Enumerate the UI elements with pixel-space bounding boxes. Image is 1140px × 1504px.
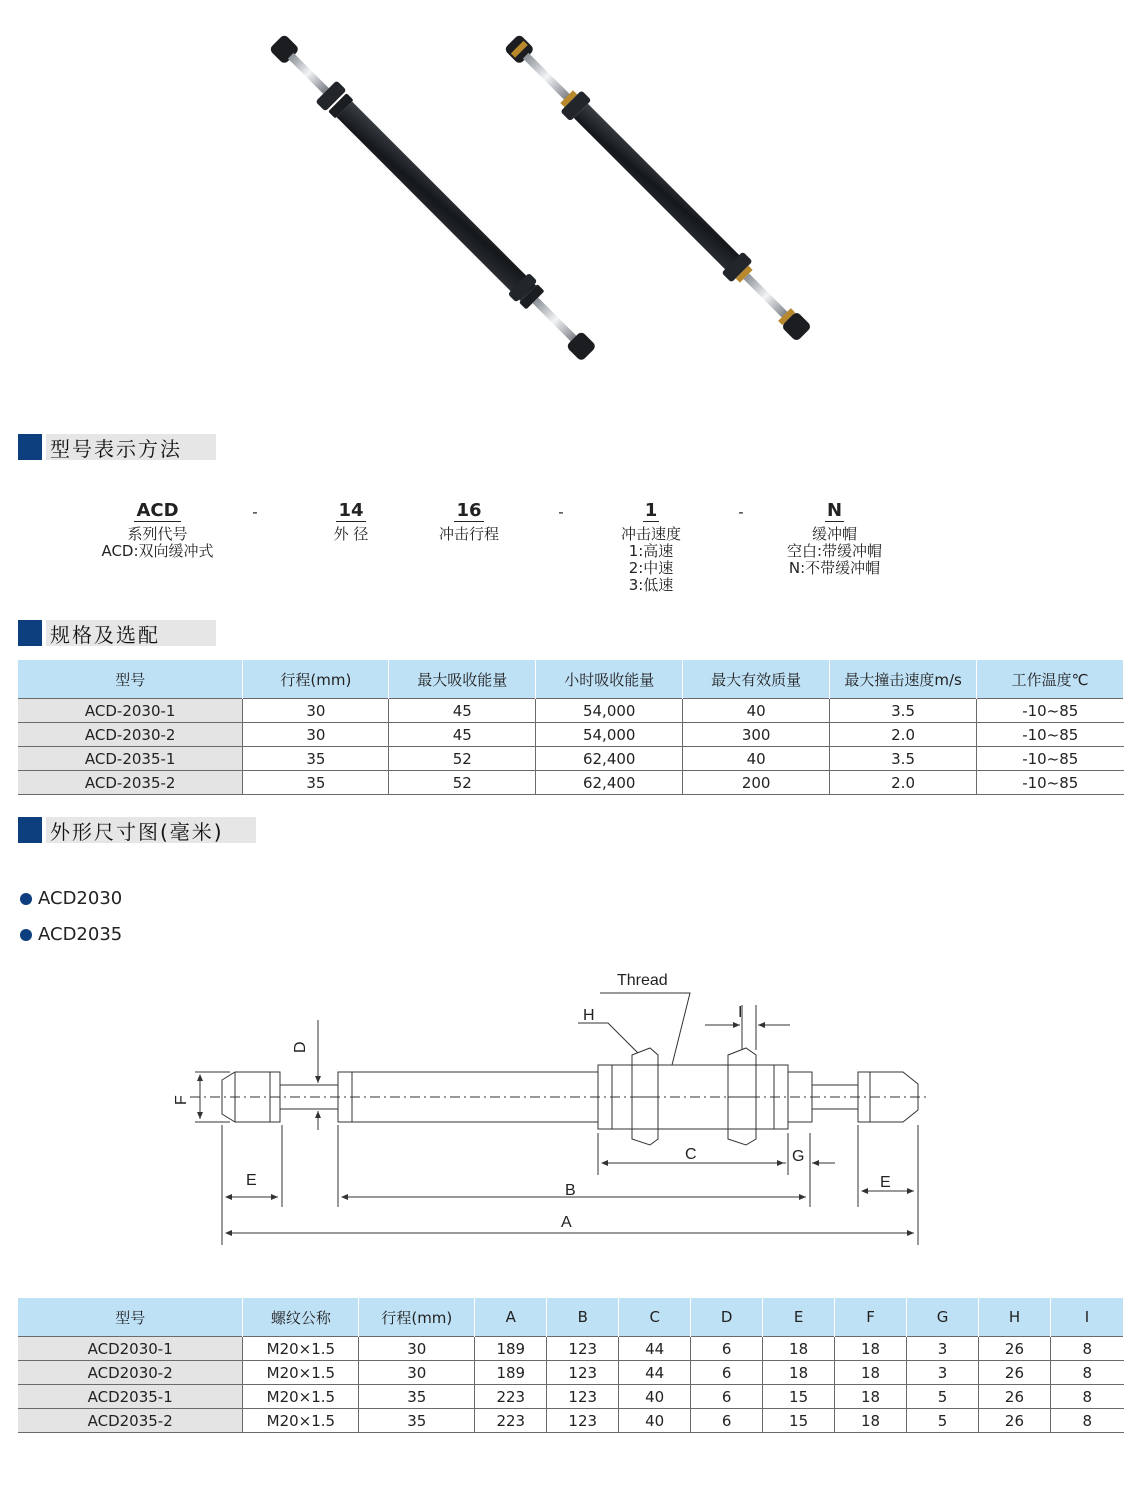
dim-header-cell: 行程(mm)	[359, 1298, 475, 1337]
table-cell: 8	[1050, 1385, 1123, 1409]
table-cell: 18	[835, 1409, 907, 1433]
table-cell: 44	[619, 1337, 691, 1361]
cell-model: ACD-2035-2	[18, 771, 243, 795]
table-cell: 18	[835, 1361, 907, 1385]
label-E-left: E	[246, 1172, 257, 1189]
model-bullet-2030	[20, 888, 122, 909]
table-cell: 44	[619, 1361, 691, 1385]
label-H: H	[583, 1007, 595, 1024]
table-cell: 3.5	[830, 747, 977, 771]
table-cell: 26	[978, 1385, 1050, 1409]
spec-header-cell: 型号	[18, 660, 243, 699]
table-cell: 300	[683, 723, 830, 747]
table-cell: 18	[835, 1337, 907, 1361]
label-I: I	[738, 1004, 743, 1021]
table-cell: 123	[547, 1385, 619, 1409]
model-code-speed	[608, 502, 694, 594]
model-code-diameter	[315, 502, 387, 543]
table-cell: 54,000	[536, 699, 683, 723]
cell-model: ACD-2030-1	[18, 699, 243, 723]
table-cell: 223	[475, 1409, 547, 1433]
code-cap: N	[826, 500, 843, 521]
table-cell: 35	[359, 1385, 475, 1409]
label-G: G	[792, 1148, 805, 1165]
dim-header-cell: A	[475, 1298, 547, 1337]
section-title: 型号表示方法	[46, 434, 216, 460]
table-cell: M20×1.5	[243, 1337, 359, 1361]
table-cell: M20×1.5	[243, 1385, 359, 1409]
table-cell: 52	[389, 747, 536, 771]
spec-header-cell: 行程(mm)	[243, 660, 389, 699]
cell-model: ACD-2035-1	[18, 747, 243, 771]
table-cell: -10~85	[977, 723, 1124, 747]
table-row	[18, 1409, 1124, 1433]
bullet-dot	[20, 929, 32, 941]
table-cell: 3.5	[830, 699, 977, 723]
table-cell: 26	[978, 1409, 1050, 1433]
dim-header-cell: 螺纹公称	[243, 1298, 359, 1337]
cell-model: ACD2035-1	[18, 1385, 243, 1409]
table-row	[18, 1337, 1124, 1361]
table-cell: M20×1.5	[243, 1361, 359, 1385]
label-thread: Thread	[617, 972, 668, 989]
dimension-drawing	[160, 965, 950, 1255]
label-F: F	[173, 1095, 190, 1105]
table-cell: 30	[359, 1337, 475, 1361]
label-cap: 缓冲帽	[811, 525, 857, 543]
dim-header-cell: C	[619, 1298, 691, 1337]
table-cell: 200	[683, 771, 830, 795]
label-C: C	[685, 1146, 697, 1163]
dim-header-cell: D	[691, 1298, 763, 1337]
table-cell: 18	[763, 1361, 835, 1385]
spec-header-row	[18, 660, 1124, 699]
table-cell: 35	[243, 747, 389, 771]
label-B: B	[565, 1182, 576, 1199]
dim-header-row	[18, 1298, 1124, 1337]
table-cell: 15	[763, 1409, 835, 1433]
dim-header-cell: B	[547, 1298, 619, 1337]
label-diameter: 外 径	[333, 525, 369, 543]
section-header-dimensions	[18, 817, 256, 843]
code-stroke: 16	[456, 500, 482, 521]
table-cell: -10~85	[977, 699, 1124, 723]
table-cell: 30	[243, 699, 389, 723]
table-cell: 40	[683, 699, 830, 723]
table-cell: 123	[547, 1409, 619, 1433]
code-diameter: 14	[338, 500, 364, 521]
table-cell: 35	[243, 771, 389, 795]
table-cell: 6	[691, 1409, 763, 1433]
table-cell: 189	[475, 1337, 547, 1361]
label-stroke: 冲击行程	[438, 525, 499, 543]
model-bullet-2035	[20, 924, 122, 945]
label-E-right: E	[880, 1174, 891, 1191]
table-cell: 189	[475, 1361, 547, 1385]
table-cell: -10~85	[977, 747, 1124, 771]
table-row	[18, 1361, 1124, 1385]
model-code-stroke	[430, 502, 508, 543]
bullet-dot	[20, 893, 32, 905]
table-cell: 6	[691, 1361, 763, 1385]
table-row	[18, 1385, 1124, 1409]
code-acd: ACD	[136, 500, 179, 521]
speed-opt-2: 2:中速	[628, 559, 674, 577]
dash-3: -	[738, 503, 744, 521]
speed-opt-3: 3:低速	[628, 576, 674, 594]
cell-model: ACD-2030-2	[18, 723, 243, 747]
table-cell: 30	[359, 1361, 475, 1385]
shock-absorber-right	[501, 31, 815, 345]
desc-series: ACD:双向缓冲式	[101, 542, 214, 560]
cell-model: ACD2030-1	[18, 1337, 243, 1361]
table-cell: 35	[359, 1409, 475, 1433]
table-row	[18, 699, 1124, 723]
table-cell: 30	[243, 723, 389, 747]
table-cell: 15	[763, 1385, 835, 1409]
table-cell: 5	[907, 1409, 979, 1433]
spec-header-cell: 最大吸收能量	[389, 660, 536, 699]
cell-model: ACD2030-2	[18, 1361, 243, 1385]
section-header-model-notation	[18, 434, 216, 460]
cap-opt-2: N:不带缓冲帽	[788, 559, 881, 577]
table-cell: 18	[763, 1337, 835, 1361]
table-cell: 123	[547, 1361, 619, 1385]
table-cell: 62,400	[536, 747, 683, 771]
table-cell: 2.0	[830, 771, 977, 795]
dim-header-cell: I	[1050, 1298, 1123, 1337]
table-cell: 6	[691, 1385, 763, 1409]
table-cell: 26	[978, 1337, 1050, 1361]
table-cell: 8	[1050, 1337, 1123, 1361]
label-series: 系列代号	[127, 525, 188, 543]
section-marker	[18, 434, 42, 460]
table-cell: -10~85	[977, 771, 1124, 795]
spec-header-cell: 工作温度℃	[977, 660, 1124, 699]
section-marker	[18, 620, 42, 646]
speed-opt-1: 1:高速	[628, 542, 674, 560]
table-cell: 18	[835, 1385, 907, 1409]
table-cell: 5	[907, 1385, 979, 1409]
table-cell: 26	[978, 1361, 1050, 1385]
code-speed: 1	[644, 500, 658, 521]
cap-opt-1: 空白:带缓冲帽	[786, 542, 883, 560]
section-title: 外形尺寸图(毫米)	[46, 817, 256, 843]
model-name: ACD2030	[38, 888, 123, 909]
product-photo	[250, 30, 830, 380]
dimension-table	[18, 1298, 1124, 1433]
table-row	[18, 771, 1124, 795]
spec-table	[18, 660, 1124, 795]
table-cell: 8	[1050, 1361, 1123, 1385]
table-cell: M20×1.5	[243, 1409, 359, 1433]
spec-header-cell: 最大撞击速度m/s	[830, 660, 977, 699]
label-A: A	[561, 1214, 572, 1231]
table-cell: 2.0	[830, 723, 977, 747]
table-cell: 45	[389, 723, 536, 747]
dim-header-cell: H	[978, 1298, 1050, 1337]
model-name: ACD2035	[38, 924, 123, 945]
label-D: D	[292, 1041, 309, 1053]
spec-header-cell: 最大有效质量	[683, 660, 830, 699]
label-speed: 冲击速度	[620, 525, 681, 543]
table-cell: 40	[619, 1409, 691, 1433]
table-row	[18, 723, 1124, 747]
dim-header-cell: E	[763, 1298, 835, 1337]
dash-2: -	[558, 503, 564, 521]
section-marker	[18, 817, 42, 843]
table-cell: 3	[907, 1361, 979, 1385]
dash-1: -	[252, 503, 258, 521]
spec-header-cell: 小时吸收能量	[536, 660, 683, 699]
table-row	[18, 747, 1124, 771]
table-cell: 54,000	[536, 723, 683, 747]
section-title: 规格及选配	[46, 620, 216, 646]
table-cell: 3	[907, 1337, 979, 1361]
table-cell: 45	[389, 699, 536, 723]
dim-header-cell: F	[835, 1298, 907, 1337]
dim-header-cell: 型号	[18, 1298, 243, 1337]
cell-model: ACD2035-2	[18, 1409, 243, 1433]
table-cell: 52	[389, 771, 536, 795]
dim-header-cell: G	[907, 1298, 979, 1337]
table-cell: 223	[475, 1385, 547, 1409]
table-cell: 6	[691, 1337, 763, 1361]
section-header-specs	[18, 620, 216, 646]
table-cell: 8	[1050, 1409, 1123, 1433]
table-cell: 123	[547, 1337, 619, 1361]
model-code-cap	[772, 502, 897, 577]
table-cell: 40	[683, 747, 830, 771]
model-code-acd	[90, 502, 225, 560]
table-cell: 62,400	[536, 771, 683, 795]
table-cell: 40	[619, 1385, 691, 1409]
